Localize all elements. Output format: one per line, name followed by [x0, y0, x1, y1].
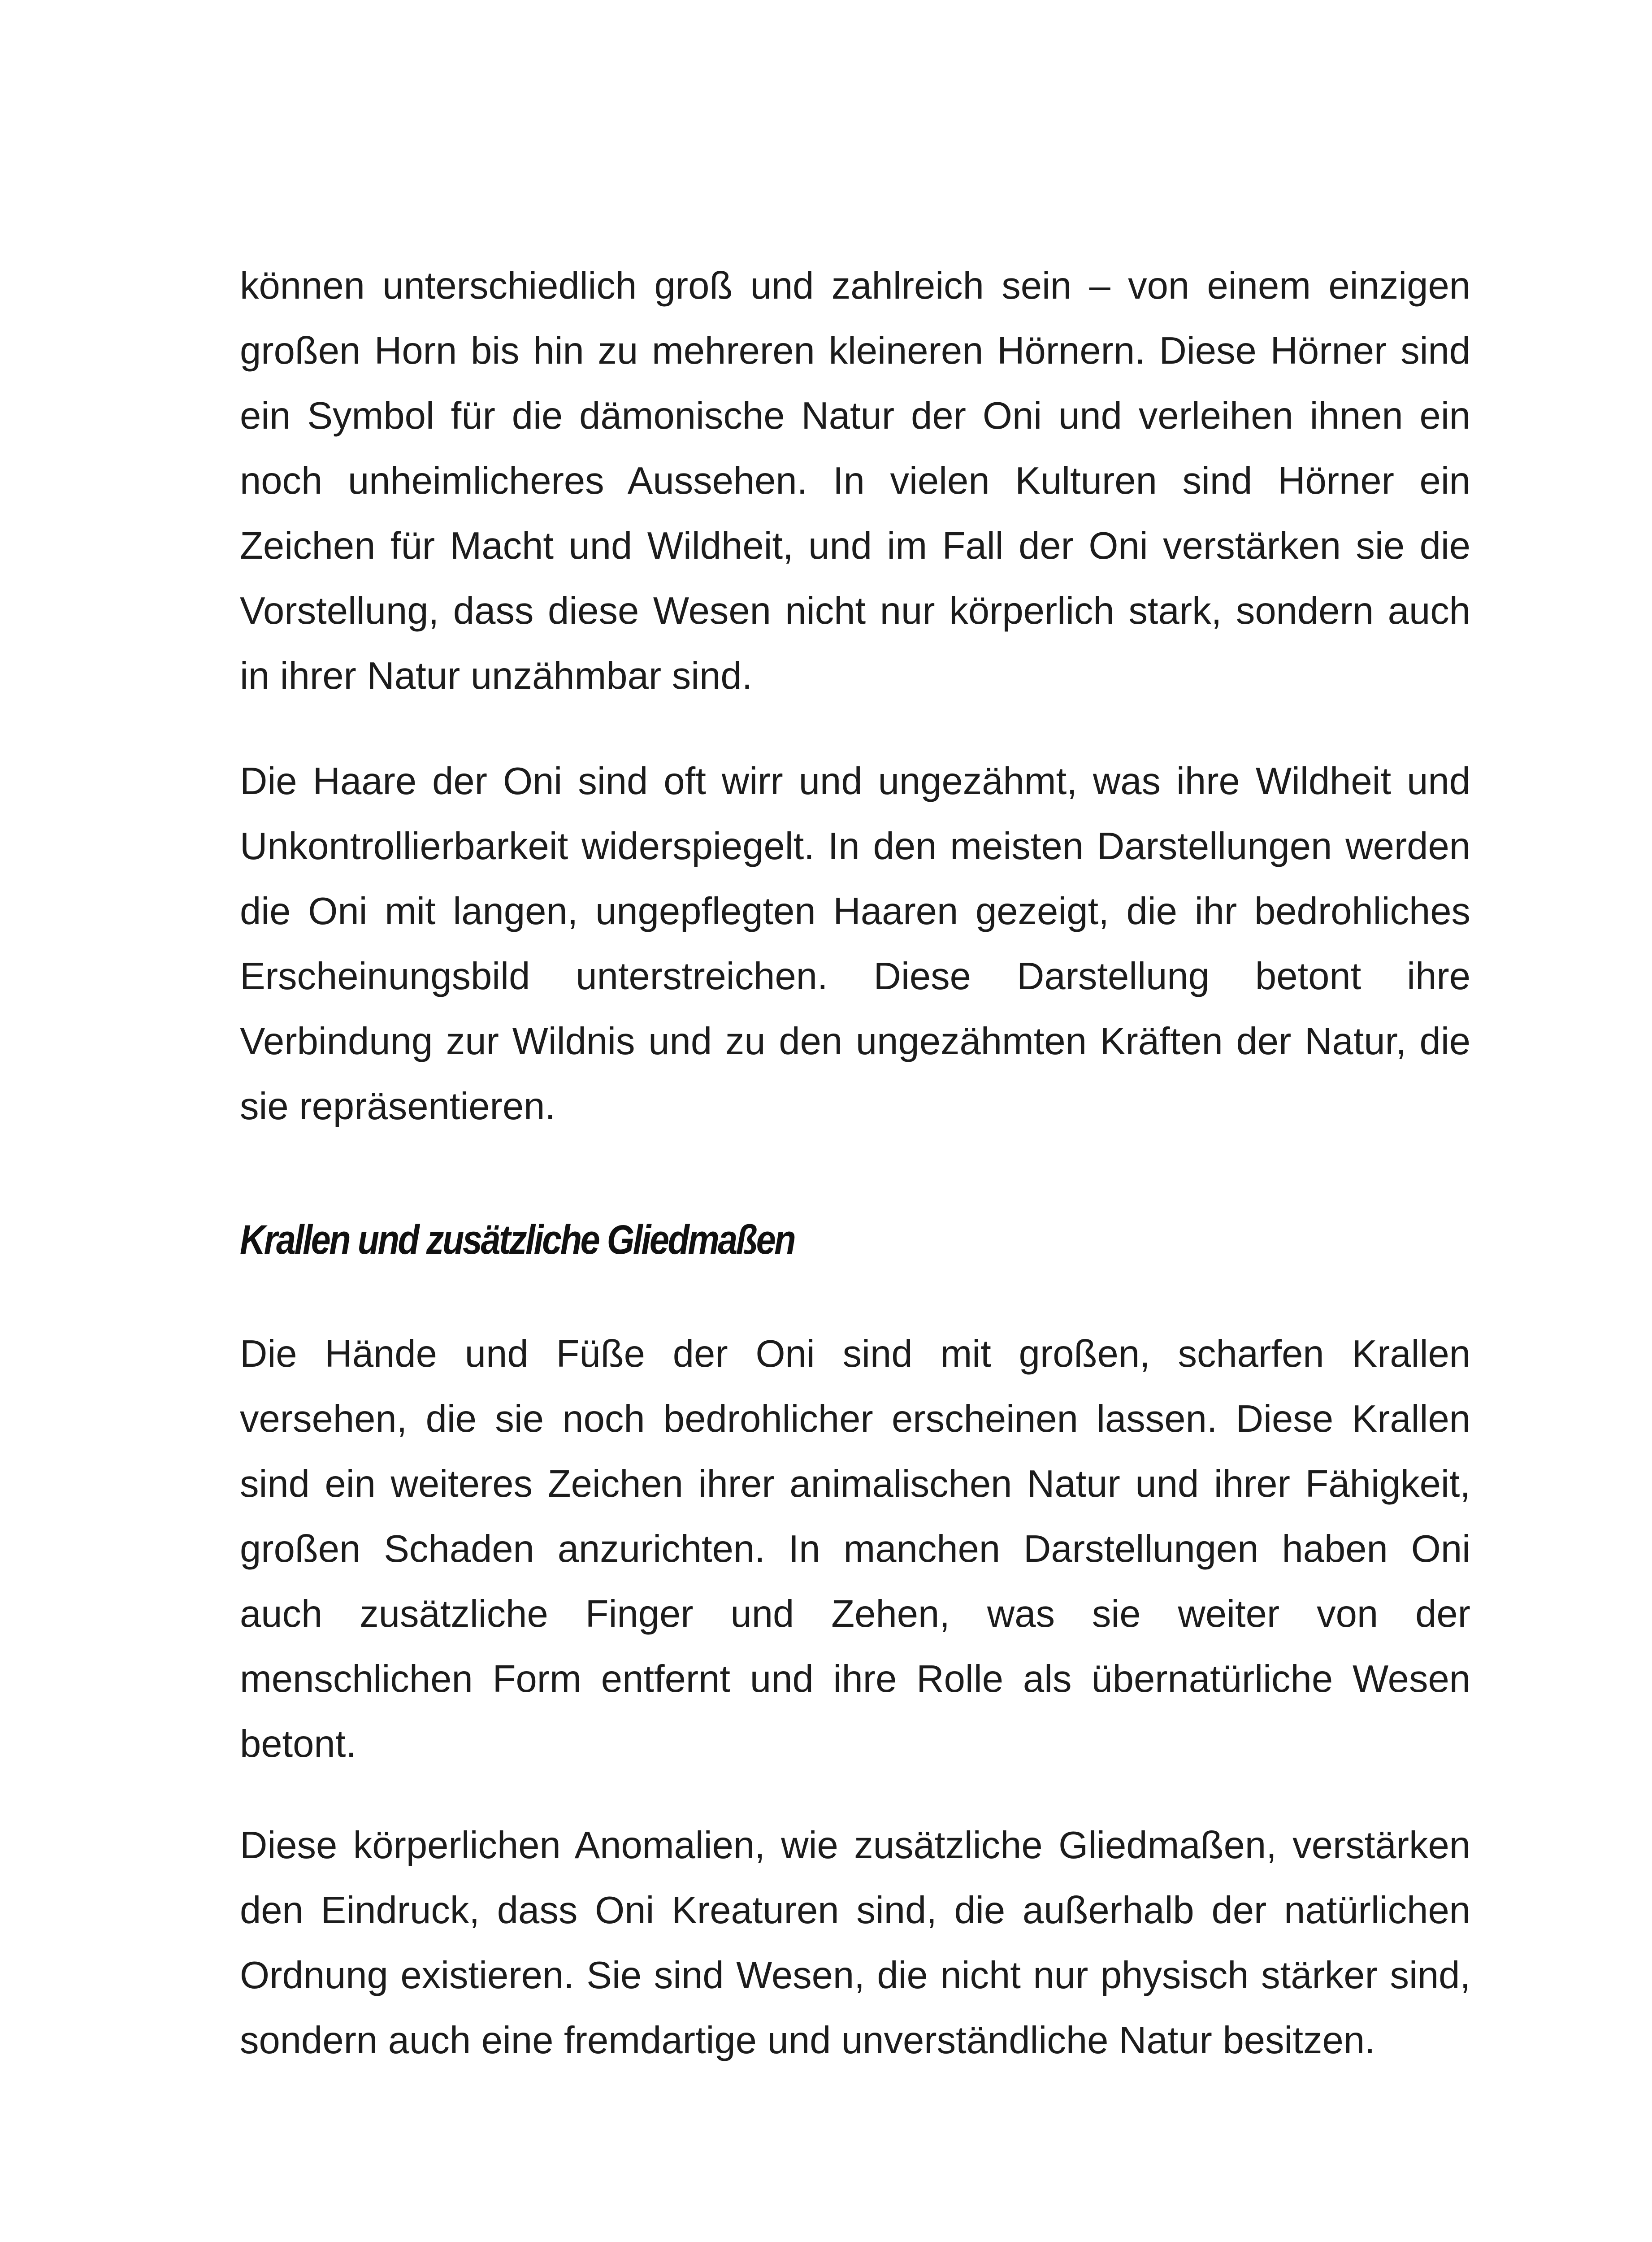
paragraph-claws: Die Hände und Füße der Oni sind mit großen, scharfen Krallen versehen, die sie noch bedrohlicher erscheinen lassen. Diese Krallen sind ein weiteres Zeichen ihrer animalischen Natur und ihrer Fähigkeit, großen Schaden anzurichten. In manchen Darstellungen haben Oni auch zusätzliche Finger und Zehen, was sie weiter von der menschlichen Form entfernt und ihre Rolle als übernatürliche Wesen betont.: [240, 1333, 1470, 1765]
paragraph-horns: können unterschiedlich groß und zahlreich sein – von einem einzigen großen Horn bis hin zu mehreren kleineren Hörnern. Diese Hörner sind ein Symbol für die dämonische Natur der Oni und verleihen ihnen ein noch unheimlicheres Aussehen. In vielen Kulturen sind Hörner ein Zeichen für Macht und Wildheit, und im Fall der Oni verstärken sie die Vorstellung, dass diese Wesen nicht nur körperlich stark, sondern auch in ihrer Natur unzähmbar sind.: [240, 265, 1470, 697]
paragraph-anomalies: Diese körperlichen Anomalien, wie zusätzliche Gliedmaßen, verstärken den Eindruck, dass Oni Kreaturen sind, die außerhalb der natürlichen Ordnung existieren. Sie sind Wesen, die nicht nur physisch stärker sind, sondern auch eine fremdartige und unverständliche Natur besitzen.: [240, 1824, 1470, 2062]
section-heading: Krallen und zusätzliche Gliedmaßen: [240, 1217, 795, 1263]
paragraph-hair: Die Haare der Oni sind oft wirr und ungezähmt, was ihre Wildheit und Unkontrollierbarkeit widerspiegelt. In den meisten Darstellungen werden die Oni mit langen, ungepflegten Haaren gezeigt, die ihr bedrohliches Erscheinungsbild unterstreichen. Diese Darstellung betont ihre Verbindung zur Wildnis und zu den ungezähmten Kräften der Natur, die sie repräsentieren.: [240, 760, 1470, 1128]
